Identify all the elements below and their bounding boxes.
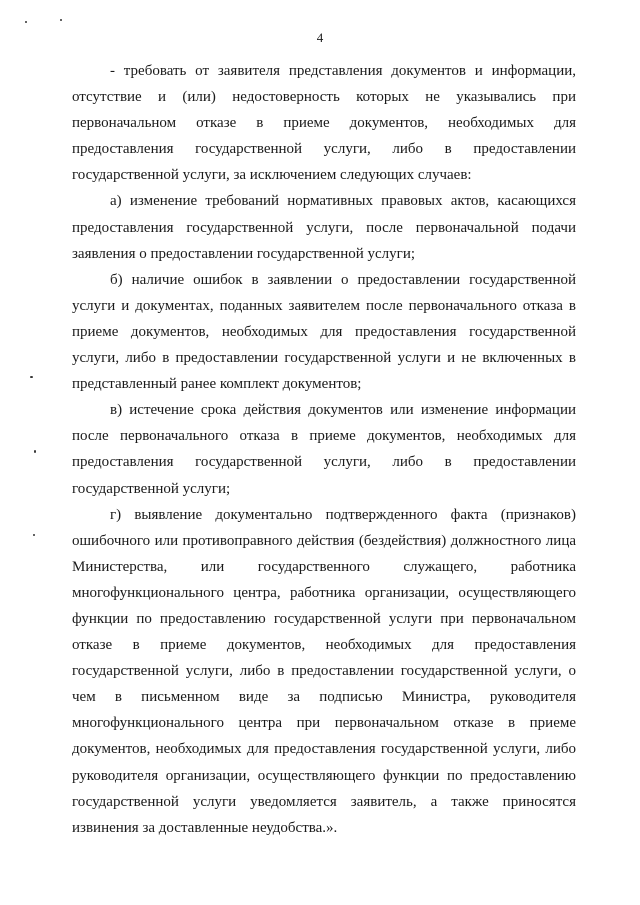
scan-speck bbox=[25, 21, 27, 23]
scan-speck bbox=[34, 450, 36, 453]
page-number: 4 bbox=[316, 30, 324, 45]
document-body bbox=[72, 58, 576, 841]
paragraph-item-v: в) истечение срока действия документов или изменение информации после первоначального отказа в приеме документов, необходимых для предоставления государственной услуги, либо в предоставлении государственной услуги; bbox=[72, 402, 576, 497]
paragraph-item-a: а) изменение требований нормативных правовых актов, касающихся предоставления государственной услуги, после первоначальной подачи заявления о предоставлении государственной услуги; bbox=[72, 193, 576, 262]
paragraph-item-g: г) выявление документально подтвержденного факта (признаков) ошибочного или противоправного действия (бездействия) должностного лица Министерства, или государственного служащего, работника многофункционального центра, работника организации, осуществляющего функции по предоставлению государственной услуги при первоначальном отказе в приеме документов, необходимых для предоставления государственной услуги, либо в предоставлении государственной услуги, о чем в письменном виде за подписью Министра, руководителя многофункционального центра при первоначальном отказе в приеме документов, необходимых для предоставления государственной услуги, либо руководителя организации, осуществляющего функции по предоставлению государственной услуги уведомляется заявитель, а также приносятся извинения за доставленные неудобства.». bbox=[72, 506, 576, 836]
scan-speck bbox=[30, 376, 33, 378]
scan-speck bbox=[60, 19, 62, 21]
scan-speck bbox=[33, 534, 35, 536]
paragraph-intro: - требовать от заявителя представления документов и информации, отсутствие и (или) недостоверность которых не указывались при первоначальном отказе в приеме документов, необходимых для предоставления государственной услуги, либо в предоставлении государственной услуги, за исключением следующих случаев: bbox=[72, 63, 576, 184]
paragraph-item-b: б) наличие ошибок в заявлении о предоставлении государственной услуги и документах, поданных заявителем после первоначального отказа в приеме документов, необходимых для предоставления государственной услуги, либо в предоставлении государственной услуги и не включенных в представленный ранее комплект документов; bbox=[72, 271, 576, 393]
